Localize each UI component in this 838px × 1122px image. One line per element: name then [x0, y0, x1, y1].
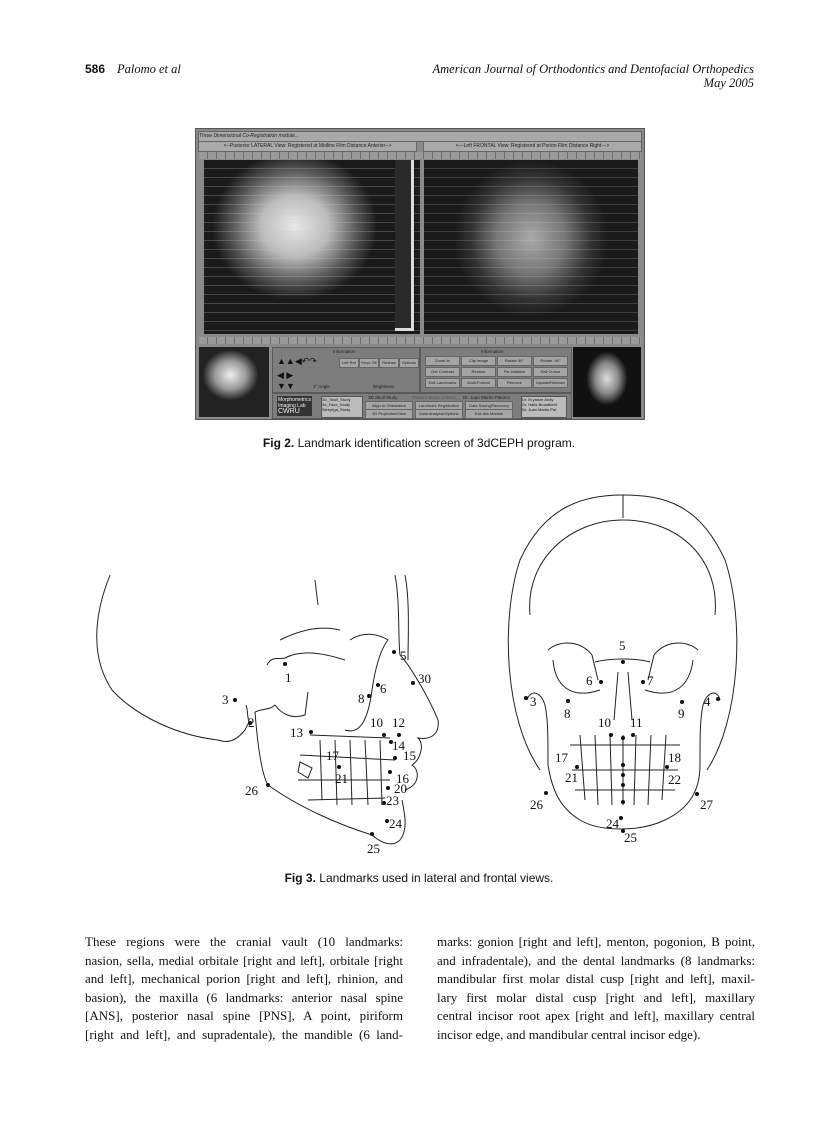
panel-button[interactable]: Get Contrast [425, 367, 460, 377]
right-info-panel [420, 347, 572, 393]
text-line: nasion, sella, medial orbitale [right and left], orbitale [right [85, 952, 403, 968]
landmark-label: 25 [367, 841, 380, 856]
landmark-label: 26 [530, 797, 543, 812]
landmark-label: 11 [630, 715, 643, 730]
landmark-label: 6 [380, 681, 387, 696]
text-line: central incisor root apex [right and left], maxillary central [437, 1008, 755, 1024]
landmark-label: 2 [248, 715, 255, 730]
lab-logo: Morphometrics Imaging Lab CWRU [278, 397, 312, 415]
text-line: marks: gonion [right and left], menton, pogonion, B point, [437, 934, 755, 949]
landmark-label: 12 [392, 715, 405, 730]
landmark-label: 13 [290, 725, 303, 740]
landmark-label: 22 [668, 772, 681, 787]
panel-button[interactable]: Clip Image [461, 356, 496, 366]
bottom-panel [272, 393, 572, 419]
keys-off-button[interactable]: Keys Off [359, 358, 379, 368]
landmark-label: 3 [222, 692, 229, 707]
text-line: [ANS], posterior nasal spine [PNS], A point, piriform [85, 1008, 403, 1024]
frontal-xray-view[interactable] [424, 160, 638, 334]
study-label: Dr. Juan Martin Palomo [463, 395, 511, 400]
data-analysis-button[interactable]: Data Analysis/Options [415, 409, 463, 419]
body-text-right-column [437, 933, 755, 1045]
landmark-label: 21 [335, 771, 348, 786]
landmark-label: 25 [624, 830, 637, 845]
panel-button[interactable]: Hall Cursor [533, 367, 568, 377]
figure-2-caption: Fig 2. Landmark identification screen of 3dCEPH program. [262, 436, 576, 450]
landmark-label: 26 [245, 783, 258, 798]
running-authors: Palomo et al [117, 62, 181, 76]
arrow-controls-icon[interactable]: ▲▲◀↶↷ [277, 356, 317, 366]
ruler-top [199, 152, 641, 159]
lateral-thumbnail[interactable] [199, 347, 269, 417]
panel-button[interactable]: Restore [461, 367, 496, 377]
text-line: incisor edge, and mandibular central incisor edge). [437, 1026, 701, 1042]
align-button[interactable]: Align to Orientation [365, 401, 413, 411]
study-list-right[interactable]: Dr. M.yanze Andy Dr. Hafiz Broadbent Dr. Juan Martin Pal [521, 396, 567, 418]
landmark-label: 9 [678, 706, 685, 721]
angle-label: 3° Angle [313, 384, 330, 389]
journal-date: May 2005 [703, 76, 754, 90]
journal-header [433, 62, 755, 90]
landmark-label: 10 [598, 715, 611, 730]
landmark-label: 5 [400, 648, 407, 663]
options-button[interactable]: Options [399, 358, 419, 368]
landmark-label: 1 [285, 670, 292, 685]
landmark-label: 4 [704, 694, 711, 709]
ruler-bottom [199, 337, 641, 344]
arrow-pad-icon[interactable]: ◀ ▶ ▼▼ [277, 370, 295, 391]
frontal-header: <---Left FRONTAL View: Registered at Porion Film Distance Right---> [423, 141, 642, 152]
frontal-thumbnail[interactable] [573, 347, 641, 417]
landmark-label: 20 [394, 781, 407, 796]
text-line: [right and left], and supradentale), the mandible (6 land- [85, 1026, 403, 1042]
landmark-label: 21 [565, 770, 578, 785]
landmark-label: 5 [619, 638, 626, 653]
figure-2-screenshot [195, 128, 645, 420]
panel-button[interactable]: Multi-Format [461, 378, 496, 388]
left-rot-button[interactable]: Left Rot [339, 358, 359, 368]
text-line: and left], mechanical porion [right and left], rhinion, and [85, 971, 403, 987]
landmark-label: 17 [326, 748, 339, 763]
info-label: Information [333, 349, 356, 354]
text-line: basion), the maxilla (6 landmarks: anterior nasal spine [85, 989, 403, 1005]
panel-button[interactable]: Rotate -90° [533, 356, 568, 366]
brightness-label: Brightness [373, 384, 395, 389]
lateral-xray-view[interactable] [204, 160, 420, 334]
text-line: mandibular first molar distal cusp [right and left], maxil- [437, 971, 755, 987]
panel-button[interactable]: Remove [497, 378, 532, 388]
landmark-label: 18 [668, 750, 681, 765]
figure-3-caption: Fig 3. Landmarks used in lateral and frontal views. [284, 871, 554, 885]
journal-title: American Journal of Orthodontics and Dentofacial Orthopedics [432, 62, 754, 76]
landmark-label: 8 [564, 706, 571, 721]
landmark-label: 24 [389, 816, 402, 831]
window-title: Three Dimensional Co-Registration module... [198, 131, 642, 142]
projection-view-button[interactable]: 3D Projection/View [365, 409, 413, 419]
page-number: 586 [85, 62, 106, 76]
study-list-left[interactable]: 3D_Skull_Study 3d_Face_Study Sleepfga_Study [321, 396, 363, 418]
landmark-label: 7 [647, 673, 654, 688]
panel-button[interactable]: Edit Landmarks [425, 378, 460, 388]
landmark-label: 17 [555, 750, 568, 765]
landmark-label: 27 [700, 797, 713, 812]
landmark-label: 3 [530, 694, 537, 709]
left-info-panel [272, 347, 420, 393]
landmark-label: 30 [418, 671, 431, 686]
frontal-landmark-labels [530, 638, 714, 845]
redraw-button[interactable]: Redraw [379, 358, 399, 368]
panel-button[interactable]: Update/Release [533, 378, 568, 388]
panel-button[interactable]: Zoom In [425, 356, 460, 366]
landmark-label: 10 [370, 715, 383, 730]
landmark-label: 16 [396, 771, 409, 786]
body-text-left-column [85, 933, 403, 1045]
text-line: These regions were the cranial vault (10 landmarks: [85, 934, 403, 949]
lateral-landmark-labels [222, 648, 431, 856]
landmark-registration-button[interactable]: Landmark Registration [415, 401, 463, 411]
landmark-label: 24 [606, 816, 619, 831]
info-label: Information [481, 349, 504, 354]
landmark-label: 6 [586, 673, 593, 688]
landmark-label: 23 [386, 793, 399, 808]
landmark-label: 15 [403, 748, 416, 763]
exit-module-button[interactable]: Exit this Module [465, 409, 513, 419]
panel-button[interactable]: Re-Initialize [497, 367, 532, 377]
lateral-header: <--Posterior LATERAL View: Registered at Midline Film Distance Anterior--> [198, 141, 417, 152]
text-line: and infradentale), and the dental landmarks (8 landmarks: [437, 952, 755, 968]
data-saving-button[interactable]: Data Saving/Recovery [465, 401, 513, 411]
figure-3-drawings [0, 480, 838, 865]
study-label: 3D Skull Study [368, 395, 398, 400]
landmark-label: 14 [392, 738, 405, 753]
landmark-label: 8 [358, 691, 365, 706]
study-label: Patient Study (Clean) [413, 395, 456, 400]
panel-button[interactable]: Rotate 90° [497, 356, 532, 366]
text-line: lary first molar distal cusp [right and left], maxillary [437, 989, 755, 1005]
